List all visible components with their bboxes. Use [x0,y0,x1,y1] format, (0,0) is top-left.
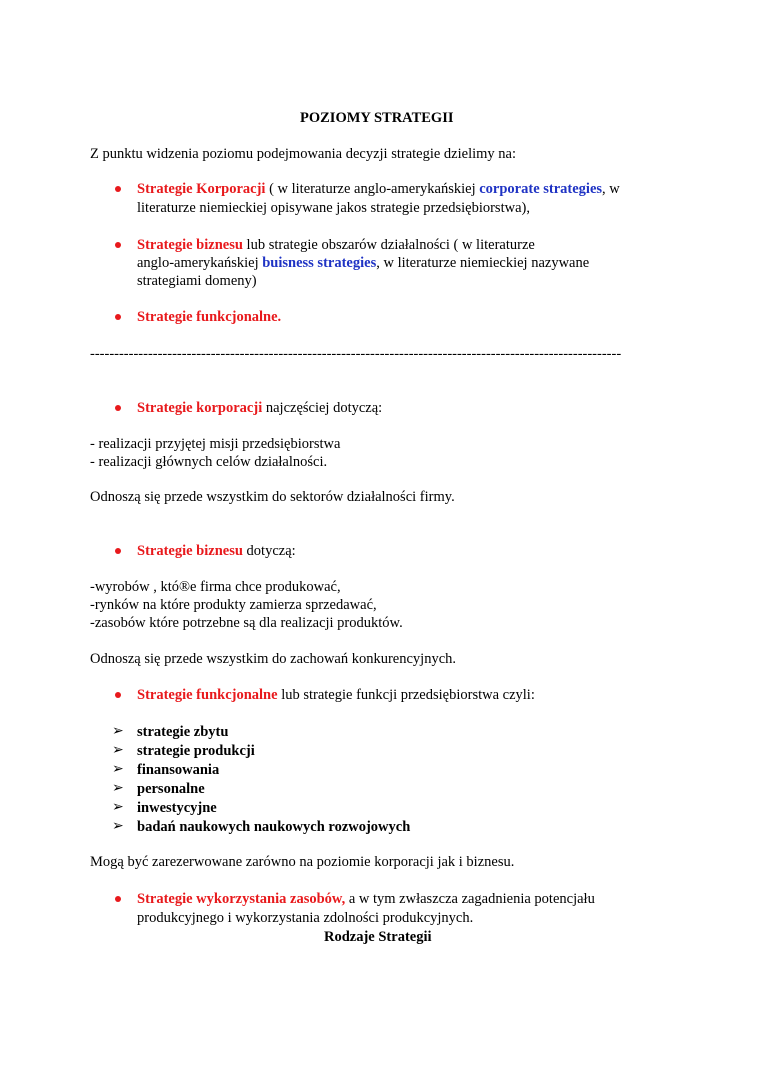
page-title: POZIOMY STRATEGII [300,110,454,126]
list-item: -wyrobów , któ®e firma chce produkować, [90,579,341,595]
level-biz-name: Strategie biznesu [137,237,243,253]
corp-section-name: Strategie korporacji [137,400,263,416]
intro-paragraph: Z punktu widzenia poziomu podejmowania decyzji strategie dzielimy na: [90,146,517,162]
biz-section-summary: Odnoszą się przede wszystkim do zachowań konkurencyjnych. [90,651,457,667]
list-item: inwestycyjne [137,800,217,816]
bullet-dot-icon [115,692,121,698]
func-section-heading [137,686,535,704]
list-item: -rynków na które produkty zamierza sprzedawać, [90,597,377,613]
level-corp-text: ( w literaturze anglo-amerykańskiej [265,181,480,197]
corp-section-summary: Odnoszą się przede wszystkim do sektorów działalności firmy. [90,489,455,505]
biz-section-text: dotyczą: [242,543,296,559]
bullet-dot-icon [115,405,121,411]
level-biz-line1 [137,236,535,254]
list-item: personalne [137,781,205,797]
bullet-dot-icon [115,242,121,248]
list-item: - realizacji głównych celów działalności. [90,454,328,470]
arrow-bullet-icon: ➢ [112,724,124,739]
footer-title: Rodzaje Strategii [324,929,432,945]
bullet-dot-icon [115,896,121,902]
level-biz-en: buisness strategies [262,255,377,271]
res-section-text: a w tym zwłaszcza zagadnienia potencjału [345,891,595,907]
level-biz-line2 [137,254,589,272]
bullet-dot-icon [115,314,121,320]
level-corp-line2: literaturze niemieckiej opisywane jakos strategie przedsiębiorstwa), [137,200,530,216]
level-corp-line1 [137,180,620,198]
func-section-text: lub strategie funkcji przedsiębiorstwa czyli: [277,687,535,703]
level-biz-line3: strategiami domeny) [137,273,257,289]
res-section-name: Strategie wykorzystania zasobów, [137,891,346,907]
list-item: -zasobów które potrzebne są dla realizacji produktów. [90,615,403,631]
level-biz-text2b: , w literaturze niemieckiej nazywane [376,255,590,271]
dashed-divider: -------------------------------------------------------------------------------------------------------------- [90,346,622,362]
bullet-dot-icon [115,186,121,192]
list-item: badań naukowych naukowych rozwojowych [137,819,411,835]
list-item: - realizacji przyjętej misji przedsiębiorstwa [90,436,341,452]
level-biz-text2a: anglo-amerykańskiej [137,255,263,271]
res-section-line2: produkcyjnego i wykorzystania zdolności produkcyjnych. [137,910,474,926]
list-item: strategie produkcji [137,743,255,759]
arrow-bullet-icon: ➢ [112,762,124,777]
level-corp-text2: , w [602,181,620,197]
arrow-bullet-icon: ➢ [112,781,124,796]
level-func-name: Strategie funkcjonalne. [137,309,282,325]
arrow-bullet-icon: ➢ [112,743,124,758]
biz-section-heading [137,542,296,560]
res-section-line1 [137,890,595,908]
level-corp-en: corporate strategies [479,181,603,197]
list-item: strategie zbytu [137,724,229,740]
level-corp-name: Strategie Korporacji [137,181,266,197]
level-biz-text: lub strategie obszarów działalności ( w literaturze [242,237,535,253]
func-section-summary: Mogą być zarezerwowane zarówno na poziomie korporacji jak i biznesu. [90,854,515,870]
bullet-dot-icon [115,548,121,554]
list-item: finansowania [137,762,220,778]
corp-section-heading [137,399,382,417]
func-section-name: Strategie funkcjonalne [137,687,278,703]
biz-section-name: Strategie biznesu [137,543,243,559]
arrow-bullet-icon: ➢ [112,800,124,815]
corp-section-text: najczęściej dotyczą: [262,400,383,416]
arrow-bullet-icon: ➢ [112,819,124,834]
